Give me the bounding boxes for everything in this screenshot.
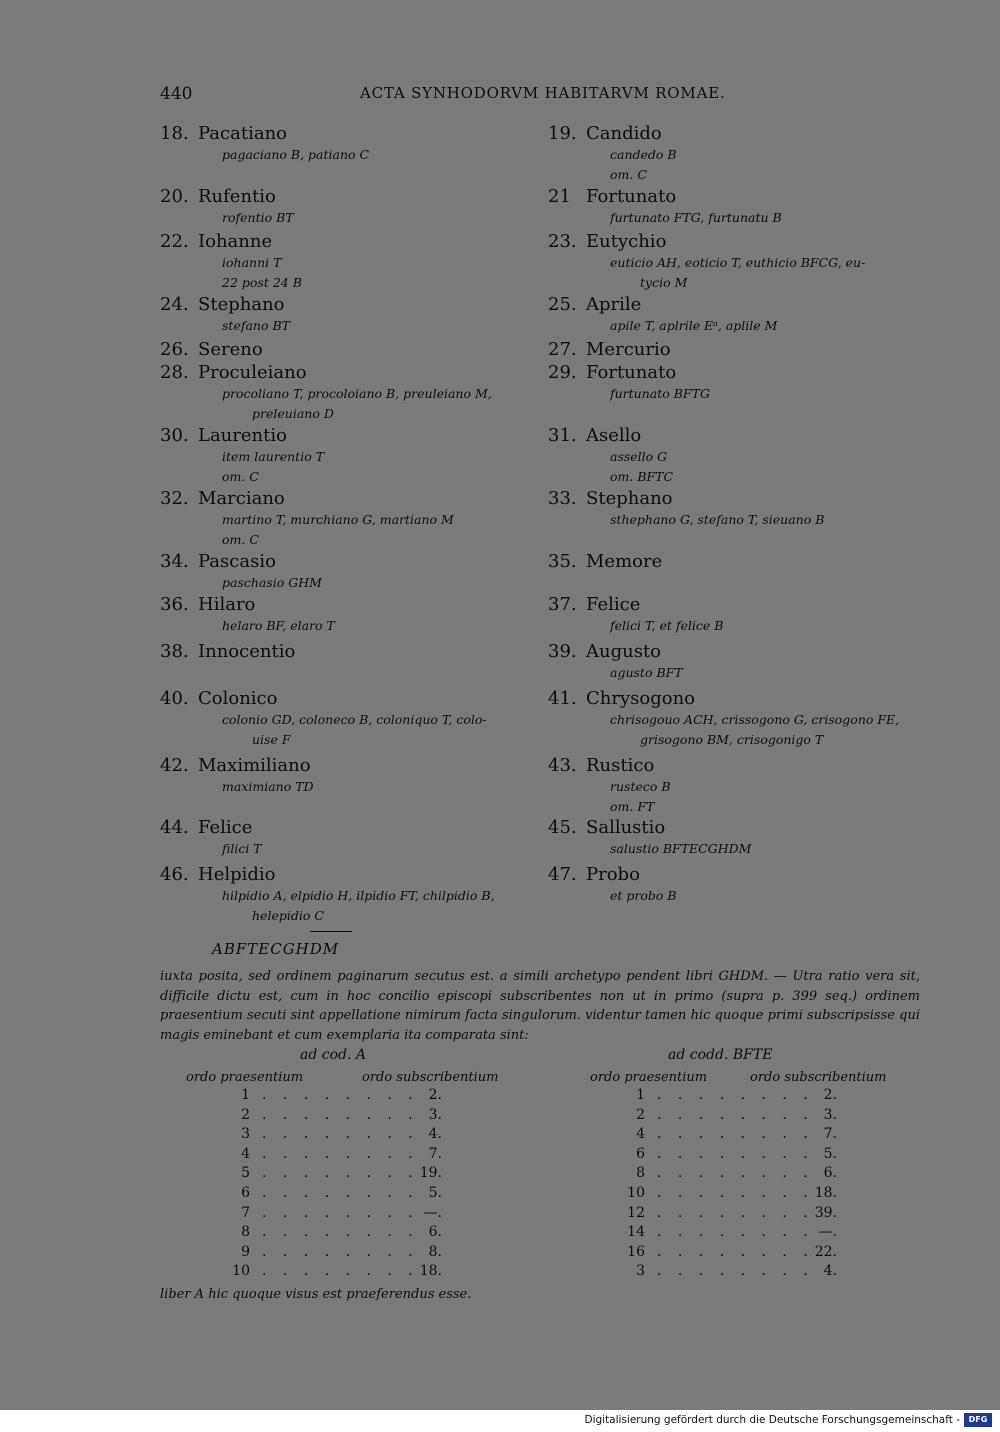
entry-title	[548, 641, 928, 663]
entry-number: 45.	[548, 817, 577, 838]
ordo-subscribentium-cell: 6.	[428, 1224, 442, 1241]
leader-dots: . . . . . . . .	[657, 1165, 814, 1182]
ordo-praesentium-cell: 3	[241, 1126, 250, 1143]
entry	[548, 425, 928, 487]
entry	[160, 817, 540, 859]
entry-name: Felice	[198, 817, 253, 838]
entry-number: 19.	[548, 123, 577, 144]
leader-dots: . . . . . . . .	[657, 1145, 814, 1162]
ordo-praesentium-cell: 6	[241, 1184, 250, 1201]
dfg-logo-icon: DFG	[964, 1413, 992, 1427]
entry	[548, 362, 928, 404]
entry-number: 32.	[160, 488, 189, 509]
table-row	[220, 1106, 460, 1126]
leader-dots: . . . . . . . .	[657, 1184, 814, 1201]
running-head: ACTA SYNHODORVM HABITARVM ROMAE.	[360, 84, 726, 102]
entry-variant: agusto BFT	[610, 665, 683, 680]
entry	[160, 641, 540, 663]
leader-dots: . . . . . . . .	[262, 1263, 419, 1280]
entry-name: Pacatiano	[198, 123, 287, 144]
ordo-subscribentium-cell: 22.	[814, 1243, 837, 1260]
entry-number: 18.	[160, 123, 189, 144]
entry-number: 47.	[548, 864, 577, 885]
table-row	[220, 1164, 460, 1184]
entry-name: Fortunato	[586, 186, 677, 207]
ordo-subscribentium-cell: —.	[423, 1204, 442, 1221]
entry-title	[160, 362, 540, 384]
entry-number: 38.	[160, 641, 189, 662]
entry-number: 25.	[548, 294, 577, 315]
entry-name: Hilaro	[198, 594, 256, 615]
entry-number: 27.	[548, 339, 577, 360]
entry-name: Helpidio	[198, 864, 276, 885]
entry-name: Candido	[586, 123, 662, 144]
leader-dots: . . . . . . . .	[262, 1087, 419, 1103]
ordo-subscribentium-cell: 18.	[814, 1184, 837, 1201]
entry-variant: chrisogouo ACH, crissogono G, crisogono FE,	[610, 712, 900, 727]
entry-variant: filici T	[222, 841, 262, 856]
entry-variant: martino T, murchiano G, martiano M	[222, 512, 454, 527]
entry-variant: 22 post 24 B	[222, 275, 302, 290]
entry	[160, 425, 540, 487]
entry-number: 21	[548, 186, 571, 207]
table-row	[220, 1262, 460, 1282]
entry-title	[160, 817, 540, 839]
entry-number: 41.	[548, 688, 577, 709]
entry-name: Fortunato	[586, 362, 677, 383]
entry-name: Rustico	[586, 755, 655, 776]
entry-name: Stephano	[198, 294, 285, 315]
entry-variant: procoliano T, procoloiano B, preuleiano M,	[222, 386, 492, 401]
ordo-subscribentium-cell: 7.	[823, 1126, 837, 1143]
table-row	[220, 1086, 460, 1106]
entry	[548, 339, 928, 361]
ordo-praesentium-cell: 7	[241, 1204, 250, 1221]
leader-dots: . . . . . . . .	[262, 1106, 419, 1123]
ordo-praesentium-cell: 10	[232, 1263, 250, 1280]
entry	[548, 641, 928, 683]
footer-bar	[0, 1410, 1000, 1432]
entry	[548, 594, 928, 636]
entry	[160, 362, 540, 424]
entry-title	[548, 864, 928, 886]
ordo-praesentium-cell: 6	[636, 1145, 645, 1162]
table-left	[220, 1086, 460, 1282]
entry-variant: helepidio C	[252, 908, 324, 923]
ordo-subscribentium-cell: 4.	[428, 1126, 442, 1143]
table-left-heading: ad cod. A	[300, 1047, 367, 1063]
entry-name: Mercurio	[586, 339, 671, 360]
entry-number: 29.	[548, 362, 577, 383]
ordo-subscribentium-cell: 2.	[823, 1087, 837, 1103]
leader-dots: . . . . . . . .	[262, 1145, 419, 1162]
entry-number: 33.	[548, 488, 577, 509]
entry-title	[548, 817, 928, 839]
entry-variant: iohanni T	[222, 255, 282, 270]
commentary-paragraph: iuxta posita, sed ordinem paginarum secutus est. a simili archetypo pendent libri GHDM. — Utra ratio vera sit, difficile dictu est, cum in hoc concilio episcopi subscribentes non ut in primo (supra p. 399 seq.) ordinem praesentium secuti sint appellatione nimirum facta singulorum. videntur tamen hic quoque primi subscripsisse qui magis eminebant et cum exemplaria ita comparata sint:	[160, 969, 920, 1043]
table-row	[615, 1204, 855, 1224]
entry-title	[548, 688, 928, 710]
entry-variant: furtunato BFTG	[610, 386, 710, 401]
entry-number: 20.	[160, 186, 189, 207]
entry-title	[548, 362, 928, 384]
entry-name: Colonico	[198, 688, 278, 709]
ordo-praesentium-cell: 8	[636, 1165, 645, 1182]
entry-title	[548, 339, 928, 361]
entry-variant: sthephano G, stefano T, sieuano B	[610, 512, 825, 527]
entry-number: 36.	[160, 594, 189, 615]
entry-title	[160, 551, 540, 573]
entry	[548, 688, 928, 750]
entry-name: Sereno	[198, 339, 263, 360]
entry-title	[160, 594, 540, 616]
ordo-subscribentium-cell: 7.	[428, 1145, 442, 1162]
ordo-praesentium-cell: 5	[241, 1165, 250, 1182]
entry-number: 42.	[160, 755, 189, 776]
entry-name: Proculeiano	[198, 362, 307, 383]
ordo-subscribentium-cell: 2.	[428, 1087, 442, 1103]
entry-title	[548, 186, 928, 208]
page-number: 440	[160, 84, 193, 104]
entry-variant: om. C	[222, 532, 259, 547]
ordo-subscribentium-cell: 3.	[428, 1106, 442, 1123]
leader-dots: . . . . . . . .	[657, 1087, 814, 1103]
entry-variant: furtunato FTG, furtunatu B	[610, 210, 782, 225]
entry	[160, 231, 540, 293]
entry-title	[160, 755, 540, 777]
entry	[160, 864, 540, 926]
entry-name: Stephano	[586, 488, 673, 509]
entry-title	[548, 551, 928, 573]
entry-title	[548, 123, 928, 145]
entry-variant: stefano BT	[222, 318, 290, 333]
entry	[160, 594, 540, 636]
entry-number: 30.	[160, 425, 189, 446]
table-right	[615, 1086, 855, 1282]
entry-title	[160, 425, 540, 447]
entry-name: Rufentio	[198, 186, 276, 207]
entry	[160, 123, 540, 165]
ordo-praesentium-cell: 16	[627, 1243, 645, 1260]
footer-credit: Digitalisierung gefördert durch die Deutsche Forschungsgemeinschaft -	[584, 1414, 960, 1426]
entry-title	[548, 488, 928, 510]
table-right-heading: ad codd. BFTE	[668, 1047, 773, 1063]
entry	[548, 755, 928, 817]
entry-variant: om. C	[222, 469, 259, 484]
table-row	[615, 1125, 855, 1145]
entry	[548, 817, 928, 859]
entry	[160, 294, 540, 336]
ordo-subscribentium-cell: 6.	[823, 1165, 837, 1182]
leader-dots: . . . . . . . .	[262, 1243, 419, 1260]
entry-title	[160, 123, 540, 145]
ordo-praesentium-cell: 14	[627, 1224, 645, 1241]
entry-name: Augusto	[586, 641, 662, 662]
entry-variant: om. C	[610, 167, 647, 182]
entry-title	[548, 755, 928, 777]
entry-variant: pagaciano B, patiano C	[222, 147, 370, 162]
ordo-subscribentium-cell: 8.	[428, 1243, 442, 1260]
table-row	[220, 1204, 460, 1224]
separator-rule	[310, 931, 352, 932]
entry-number: 44.	[160, 817, 189, 838]
ordo-praesentium-cell: 8	[241, 1224, 250, 1241]
table-left-col1: ordo praesentium	[186, 1070, 304, 1085]
entry-variant: et probo B	[610, 888, 677, 903]
entry-number: 37.	[548, 594, 577, 615]
entry	[548, 186, 928, 228]
entry-variant: candedo B	[610, 147, 677, 162]
entry	[160, 688, 540, 750]
entry-number: 40.	[160, 688, 189, 709]
entry-name: Innocentio	[198, 641, 296, 662]
ordo-subscribentium-cell: 19.	[419, 1165, 442, 1182]
entry-variant: om. FT	[610, 799, 655, 814]
ordo-praesentium-cell: 4	[636, 1126, 645, 1143]
entry-number: 24.	[160, 294, 189, 315]
entry-title	[160, 186, 540, 208]
entry-number: 31.	[548, 425, 577, 446]
leader-dots: . . . . . . . .	[657, 1126, 814, 1143]
entry-variant: grisogono BM, crisogonigo T	[640, 732, 824, 747]
entry-name: Pascasio	[198, 551, 276, 572]
entry-variant: item laurentio T	[222, 449, 325, 464]
ordo-subscribentium-cell: 18.	[419, 1263, 442, 1280]
ordo-praesentium-cell: 2	[636, 1106, 645, 1123]
entry-variant: colonio GD, coloneco B, coloniquo T, colo-	[222, 712, 487, 727]
entry-name: Sallustio	[586, 817, 666, 838]
entry	[548, 294, 928, 336]
entry-title	[160, 688, 540, 710]
table-row	[220, 1243, 460, 1263]
ordo-subscribentium-cell: 4.	[823, 1263, 837, 1280]
entry-number: 43.	[548, 755, 577, 776]
table-row	[220, 1223, 460, 1243]
ordo-subscribentium-cell: —.	[818, 1224, 837, 1241]
entry-variant: om. BFTC	[610, 469, 674, 484]
entry-number: 39.	[548, 641, 577, 662]
entry-variant: uise F	[252, 732, 291, 747]
entry-title	[160, 488, 540, 510]
ordo-subscribentium-cell: 3.	[823, 1106, 837, 1123]
entry-variant: felici T, et felice B	[610, 618, 724, 633]
entry-variant: assello G	[610, 449, 668, 464]
ordo-praesentium-cell: 1	[241, 1087, 250, 1103]
ordo-praesentium-cell: 4	[241, 1145, 250, 1162]
entry-variant: hilpidio A, elpidio H, ilpidio FT, chilpidio B,	[222, 888, 495, 903]
entry-number: 22.	[160, 231, 189, 252]
entry	[160, 488, 540, 550]
entry	[160, 755, 540, 797]
manuscript-sigla: ABFTECGHDM	[212, 940, 340, 958]
ordo-praesentium-cell: 3	[636, 1263, 645, 1280]
table-right-col2: ordo subscribentium	[750, 1070, 887, 1085]
entry-variant: helaro BF, elaro T	[222, 618, 335, 633]
leader-dots: . . . . . . . .	[657, 1224, 814, 1241]
entry	[548, 231, 928, 293]
leader-dots: . . . . . . . .	[262, 1126, 419, 1143]
table-row	[220, 1145, 460, 1165]
entry-title	[160, 641, 540, 663]
table-row	[615, 1223, 855, 1243]
leader-dots: . . . . . . . .	[262, 1204, 419, 1221]
final-remark: liber A hic quoque visus est praeferendus esse.	[160, 1287, 472, 1302]
table-row	[615, 1145, 855, 1165]
entry-variant: preleuiano D	[252, 406, 334, 421]
entry-variant: tycio M	[640, 275, 688, 290]
entry-number: 28.	[160, 362, 189, 383]
leader-dots: . . . . . . . .	[657, 1204, 814, 1221]
entry-title	[548, 425, 928, 447]
leader-dots: . . . . . . . .	[657, 1106, 814, 1123]
table-right-col1: ordo praesentium	[590, 1070, 708, 1085]
entry-name: Aprile	[586, 294, 642, 315]
entry	[160, 551, 540, 593]
entry-name: Memore	[586, 551, 663, 572]
entry-variant: rusteco B	[610, 779, 671, 794]
entry-title	[160, 294, 540, 316]
entry-number: 35.	[548, 551, 577, 572]
entry-name: Chrysogono	[586, 688, 696, 709]
ordo-subscribentium-cell: 5.	[823, 1145, 837, 1162]
ordo-praesentium-cell: 12	[627, 1204, 645, 1221]
entry-title	[548, 231, 928, 253]
leader-dots: . . . . . . . .	[262, 1165, 419, 1182]
entry-number: 26.	[160, 339, 189, 360]
entry	[160, 186, 540, 228]
entry-name: Felice	[586, 594, 641, 615]
ordo-praesentium-cell: 2	[241, 1106, 250, 1123]
entry-name: Asello	[586, 425, 642, 446]
leader-dots: . . . . . . . .	[262, 1224, 419, 1241]
entry-variant: maximiano TD	[222, 779, 314, 794]
table-row	[220, 1125, 460, 1145]
table-row	[615, 1164, 855, 1184]
entry-variant: euticio AH, eoticio T, euthicio BFCG, eu-	[610, 255, 866, 270]
entry	[548, 123, 928, 185]
entry-name: Marciano	[198, 488, 285, 509]
entry-name: Iohanne	[198, 231, 273, 252]
entry-variant: apile T, aplrile Eᵃ, aplile M	[610, 318, 778, 333]
entry-title	[548, 294, 928, 316]
table-row	[615, 1243, 855, 1263]
ordo-praesentium-cell: 10	[627, 1184, 645, 1201]
entry-name: Probo	[586, 864, 640, 885]
leader-dots: . . . . . . . .	[262, 1184, 419, 1201]
entry-number: 46.	[160, 864, 189, 885]
entry-name: Eutychio	[586, 231, 667, 252]
entry-title	[160, 339, 540, 361]
entry-variant: paschasio GHM	[222, 575, 322, 590]
entry-title	[160, 864, 540, 886]
table-row	[615, 1262, 855, 1282]
leader-dots: . . . . . . . .	[657, 1243, 814, 1260]
ordo-praesentium-cell: 9	[241, 1243, 250, 1260]
entry-number: 34.	[160, 551, 189, 572]
entry-name: Laurentio	[198, 425, 287, 446]
table-left-col2: ordo subscribentium	[362, 1070, 499, 1085]
leader-dots: . . . . . . . .	[657, 1263, 814, 1280]
entry	[548, 864, 928, 906]
entry-number: 23.	[548, 231, 577, 252]
entry-title	[548, 594, 928, 616]
table-row	[220, 1184, 460, 1204]
ordo-praesentium-cell: 1	[636, 1087, 645, 1103]
entry-variant: rofentio BT	[222, 210, 294, 225]
entry-variant: salustio BFTECGHDM	[610, 841, 752, 856]
entry-name: Maximiliano	[198, 755, 311, 776]
entry	[160, 339, 540, 361]
ordo-subscribentium-cell: 39.	[814, 1204, 837, 1221]
table-row	[615, 1106, 855, 1126]
table-row	[615, 1184, 855, 1204]
table-row	[615, 1086, 855, 1106]
entry	[548, 551, 928, 573]
entry-title	[160, 231, 540, 253]
ordo-subscribentium-cell: 5.	[428, 1184, 442, 1201]
entry	[548, 488, 928, 530]
